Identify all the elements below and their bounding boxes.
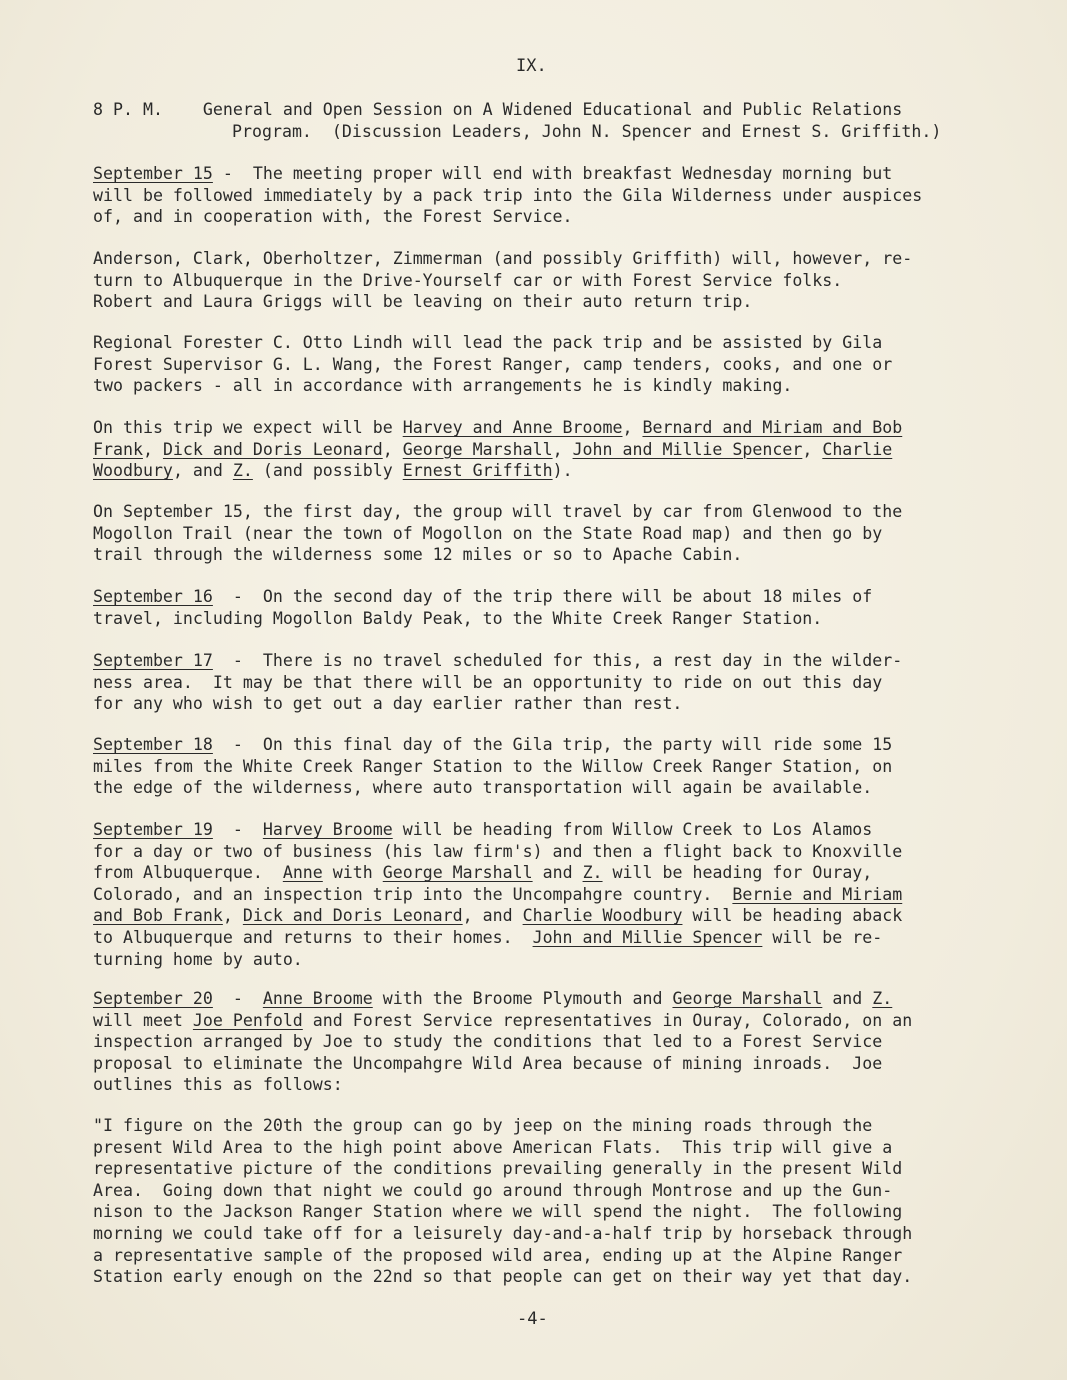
person-name: Anne Broome [262,989,373,1008]
sep15-paragraph: September 15 - The meeting proper will end with breakfast Wednesday morning but will be followed immediately by a pack trip into the Gila Wilderness under auspices of, and in cooperation with, the Forest Service. [93,164,923,227]
first-day-paragraph: On September 15, the first day, the group will travel by car from Glenwood to the Mogollon Trail (near the town of Mogollon on the State Road map) and then go by trail through the wilderness some 12 miles or so to Apache Cabin. [93,502,903,565]
person-name: Charlie [822,439,893,459]
person-name: and Bob Frank [93,906,223,926]
date-heading: September 17 [93,651,213,670]
person-name: Z. [582,863,603,883]
person-name: Bernie and Miriam [732,884,903,904]
sep18-paragraph: September 18 - On this final day of the Gila trip, the party will ride some 15 miles from the White Creek Ranger Station to the Willow Creek Ranger Station, on the edge of the wilderness, where auto transportation will again be available. [93,735,893,798]
person-name: Harvey and Anne Broome [402,418,623,437]
person-name: Z. [232,461,253,481]
session-line: Program. (Discussion Leaders, John N. Spencer and Ernest S. Griffith.) [232,121,942,141]
forester-paragraph: Regional Forester C. Otto Lindh will lead the pack trip and be assisted by Gila Forest Supervisor G. L. Wang, the Forest Ranger, camp tenders, cooks, and one or two packers - all in accordance with arrangements he is kindly making. [93,333,893,396]
person-name: Joe Penfold [192,1010,303,1030]
person-name: George Marshall [382,863,533,883]
session-paragraph [93,99,941,142]
person-name: Bernard and Miriam and Bob [642,418,903,437]
date-heading: September 19 [93,820,213,839]
person-name: Anne [282,863,323,883]
person-name: George Marshall [672,989,823,1008]
return-paragraph: Anderson, Clark, Oberholtzer, Zimmerman (and possibly Griffith) will, however, re- turn to Albuquerque in the Drive-Yourself car or with Forest Service folks. Robert and Laura Griggs will be leaving on their auto return trip. [93,249,913,312]
person-name: Charlie Woodbury [522,906,683,926]
session-line: General and Open Session on A Widened Educational and Public Relations [202,100,903,119]
date-heading: September 16 [93,587,213,606]
page-number: -4- [517,1309,548,1329]
sep16-paragraph: September 16 - On the second day of the trip there will be about 18 miles of travel, including Mogollon Baldy Peak, to the White Creek Ranger Station. [93,587,873,628]
date-heading: September 15 [93,164,213,183]
trip-members-paragraph: On this trip we expect will be Harvey and Anne Broome, Bernard and Miriam and Bob Frank, Dick and Doris Leonard, George Marshall, John and Millie Spencer, Charlie Woodbury, and Z. (and possibly Ernest Griffith). [93,418,903,481]
person-name: Dick and Doris Leonard [242,906,463,926]
person-name: Harvey Broome [262,820,393,839]
date-heading: September 20 [93,989,213,1008]
person-name: Z. [872,989,893,1008]
date-heading: September 18 [93,735,213,754]
quote-paragraph: "I figure on the 20th the group can go by jeep on the mining roads through the present Wild Area to the high point above American Flats. This trip will give a representative picture of the conditions prevailing generally in the present Wild Area. Going down that night we could go around through Montrose and up the Gun- nison to the Jackson Ranger Station where we will spend the night. The following morning we could take off for a leisurely day-and-a-half trip by horseback through a representative sample of the proposed wild area, ending up at the Alpine Ranger Station early enough on the 22nd so that people can get on their way yet that day. [93,1116,913,1287]
sep17-paragraph: September 17 - There is no travel scheduled for this, a rest day in the wilder- ness area. It may be that there will be an opportunity to ride on out this day for any who wish to get out a day earlier rather than rest. [93,651,903,714]
person-name: Frank [93,439,143,459]
person-name: John and Millie Spencer [572,439,803,459]
person-name: George Marshall [402,439,553,459]
sep20-paragraph: September 20 - Anne Broome with the Broome Plymouth and George Marshall and Z. will meet Joe Penfold and Forest Service representatives in Ouray, Colorado, on an inspection arranged by Joe to study the conditions that led to a Forest Service proposal to eliminate the Uncompahgre Wild Area because of mining inroads. Joe outlines this as follows: [93,989,913,1095]
sep19-paragraph: September 19 - Harvey Broome will be heading from Willow Creek to Los Alamos for a day or two of business (his law firm's) and then a flight back to Knoxville from Albuquerque. Anne with George Marshall and Z. will be heading for Ouray, Colorado, and an inspection trip into the Uncompahgre country. Bernie and Miriam and Bob Frank, Dick and Doris Leonard, and Charlie Woodbury will be heading aback to Albuquerque and returns to their homes. John and Millie Spencer will be re- turning home by auto. [93,820,903,969]
person-name: Ernest Griffith [402,461,553,481]
person-name: Dick and Doris Leonard [162,439,383,459]
person-name: John and Millie Spencer [532,927,763,947]
page-roman-numeral: IX. [516,56,547,76]
person-name: Woodbury [93,461,173,481]
session-time: 8 P. M. [93,100,163,119]
